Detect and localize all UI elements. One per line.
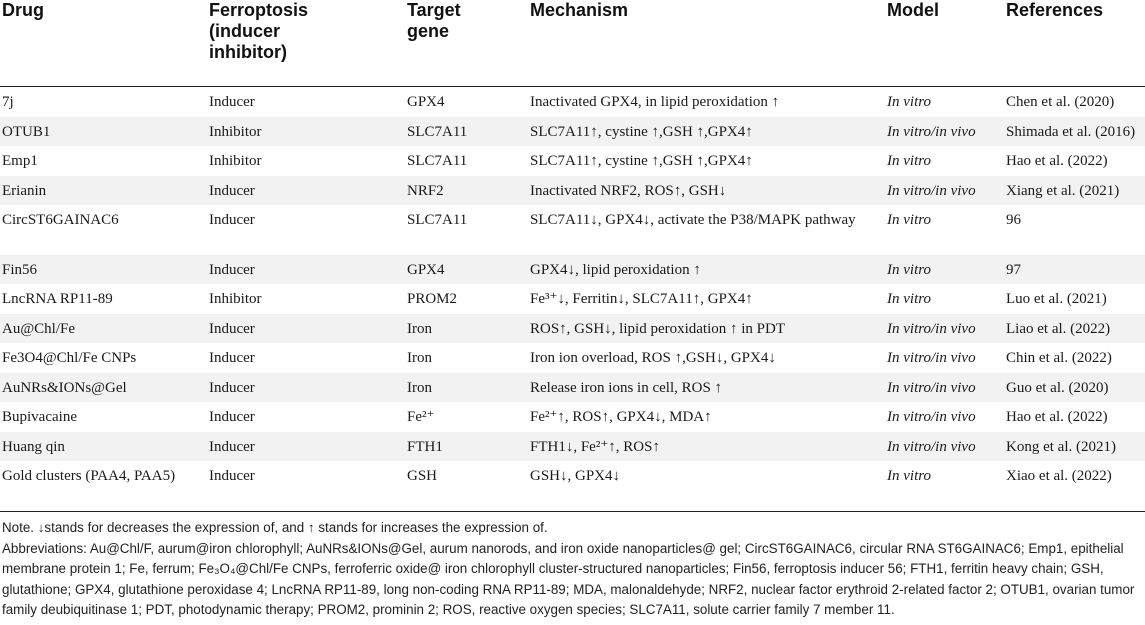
- table-row: [0, 343, 1145, 373]
- header-ferroptosis: Ferroptosis (inducer inhibitor): [209, 0, 309, 62]
- cell-mechanism: Fe³⁺↓, Ferritin↓, SLC7A11↑, GPX4↑: [530, 291, 753, 307]
- cell-ferroptosis: Inducer: [209, 261, 255, 278]
- cell-reference: Xiang et al. (2021): [1006, 182, 1120, 199]
- cell-reference: Shimada et al. (2016): [1006, 123, 1136, 140]
- table-row: [0, 205, 1145, 255]
- table-row: [0, 117, 1145, 147]
- cell-model: In vitro/in vivo: [887, 379, 976, 396]
- table-row: [0, 255, 1145, 285]
- table-row: [0, 402, 1145, 432]
- cell-reference: Hao et al. (2022): [1006, 153, 1108, 169]
- cell-model: In vitro: [887, 468, 932, 484]
- cell-drug: Fe3O4@Chl/Fe CNPs: [2, 350, 137, 366]
- cell-drug: Huang qin: [2, 438, 65, 455]
- cell-model: In vitro: [887, 212, 932, 228]
- cell-ferroptosis: Inducer: [209, 468, 255, 484]
- cell-mechanism: SLC7A11↑, cystine ↑,GSH ↑,GPX4↑: [530, 123, 753, 140]
- table-rule-bottom: [0, 511, 1145, 512]
- cell-model: In vitro: [887, 94, 932, 110]
- cell-reference: 96: [1006, 212, 1021, 228]
- cell-reference: Luo et al. (2021): [1006, 291, 1107, 307]
- cell-mechanism: SLC7A11↑, cystine ↑,GSH ↑,GPX4↑: [530, 153, 753, 169]
- cell-target-gene: Fe²⁺: [407, 409, 435, 425]
- cell-ferroptosis: Inhibitor: [209, 153, 262, 169]
- cell-mechanism: SLC7A11↓, GPX4↓, activate the P38/MAPK pathway: [530, 212, 856, 228]
- table-row: [0, 176, 1145, 206]
- cell-model: In vitro/in vivo: [887, 123, 976, 140]
- cell-drug: Erianin: [2, 182, 47, 199]
- cell-target-gene: SLC7A11: [407, 153, 468, 169]
- cell-drug: Au@Chl/Fe: [2, 320, 75, 337]
- table-note: Note. ↓stands for decreases the expression of, and ↑ stands for increases the expression of.: [2, 520, 548, 535]
- table-row: [0, 314, 1145, 344]
- cell-model: In vitro/in vivo: [887, 409, 976, 425]
- cell-mechanism: ROS↑, GSH↓, lipid peroxidation ↑ in PDT: [530, 320, 786, 337]
- cell-mechanism: Inactivated NRF2, ROS↑, GSH↓: [530, 182, 727, 199]
- table-row: [0, 87, 1145, 117]
- cell-drug: Emp1: [2, 153, 38, 169]
- header-mechanism: Mechanism: [530, 0, 629, 20]
- cell-reference: Guo et al. (2020): [1006, 379, 1109, 396]
- table-header: [0, 0, 1145, 86]
- cell-target-gene: SLC7A11: [407, 123, 468, 140]
- cell-ferroptosis: Inducer: [209, 94, 255, 110]
- cell-drug: 7j: [2, 94, 14, 110]
- cell-model: In vitro/in vivo: [887, 438, 976, 455]
- cell-ferroptosis: Inhibitor: [209, 291, 262, 307]
- cell-reference: Chen et al. (2020): [1006, 94, 1115, 110]
- cell-ferroptosis: Inhibitor: [209, 123, 262, 140]
- cell-drug: LncRNA RP11-89: [2, 291, 113, 307]
- cell-model: In vitro: [887, 153, 932, 169]
- cell-mechanism: FTH1↓, Fe²⁺↑, ROS↑: [530, 438, 660, 455]
- header-references: References: [1006, 0, 1104, 20]
- cell-drug: AuNRs&IONs@Gel: [2, 379, 127, 396]
- table-notes: [2, 518, 1142, 621]
- cell-drug: Gold clusters (PAA4, PAA5): [2, 468, 176, 484]
- cell-target-gene: Iron: [407, 350, 432, 366]
- cell-ferroptosis: Inducer: [209, 409, 255, 425]
- cell-reference: Liao et al. (2022): [1006, 320, 1111, 337]
- table-abbreviations: Abbreviations: Au@Chl/F, aurum@iron chlorophyll; AuNRs&IONs@Gel, aurum nanorods, and iron oxide nanoparticles@ gel; CircST6GAINAC6, circular RNA ST6GAINAC6; Emp1, epithelial membrane protein 1; Fe, ferrum; Fe₃O₄@Chl/Fe CNPs, ferroferric oxide@ iron chlorophyll cluster-structured nanoparticles; Fin56, ferroptosis inducer 56; FTH1, ferritin heavy chain; GSH, glutathione; GPX4, glutathione peroxidase 4; LncRNA RP11-89, long non-coding RNA RP11-89; MDA, malonaldehyde; NRF2, nuclear factor erythroid 2-related factor 2; OTUB1, ovarian tumor family deubiquitinase 1; PDT, photodynamic therapy; PROM2, prominin 2; ROS, reactive oxygen species; SLC7A11, solute carrier family 7 member 11.: [2, 540, 1135, 617]
- cell-target-gene: GPX4: [407, 261, 445, 278]
- cell-reference: Chin et al. (2022): [1006, 350, 1112, 366]
- cell-target-gene: Iron: [407, 379, 432, 396]
- cell-mechanism: Release iron ions in cell, ROS ↑: [530, 379, 723, 396]
- cell-drug: Fin56: [2, 261, 38, 278]
- table-row: [0, 146, 1145, 176]
- cell-model: In vitro: [887, 291, 932, 307]
- table-row: [0, 373, 1145, 403]
- cell-ferroptosis: Inducer: [209, 320, 255, 337]
- cell-ferroptosis: Inducer: [209, 350, 255, 366]
- cell-drug: Bupivacaine: [2, 409, 77, 425]
- cell-mechanism: Inactivated GPX4, in lipid peroxidation ↑: [530, 94, 780, 110]
- table-row: [0, 432, 1145, 462]
- cell-mechanism: GSH↓, GPX4↓: [530, 468, 621, 484]
- cell-ferroptosis: Inducer: [209, 212, 255, 228]
- cell-target-gene: SLC7A11: [407, 212, 468, 228]
- cell-mechanism: Fe²⁺↑, ROS↑, GPX4↓, MDA↑: [530, 409, 712, 425]
- table-row: [0, 461, 1145, 491]
- cell-reference: Xiao et al. (2022): [1006, 468, 1112, 484]
- cell-ferroptosis: Inducer: [209, 182, 255, 199]
- cell-target-gene: Iron: [407, 320, 432, 337]
- cell-target-gene: PROM2: [407, 291, 458, 307]
- cell-target-gene: GPX4: [407, 94, 445, 110]
- header-target-gene: Target gene: [407, 0, 461, 41]
- cell-drug: CircST6GAINAC6: [2, 212, 119, 228]
- cell-model: In vitro: [887, 261, 932, 278]
- header-model: Model: [887, 0, 939, 20]
- cell-reference: Kong et al. (2021): [1006, 438, 1116, 455]
- cell-reference: Hao et al. (2022): [1006, 409, 1108, 425]
- cell-reference: 97: [1006, 261, 1021, 278]
- table-row: [0, 284, 1145, 314]
- cell-model: In vitro/in vivo: [887, 182, 976, 199]
- header-drug: Drug: [2, 0, 44, 20]
- cell-mechanism: Iron ion overload, ROS ↑,GSH↓, GPX4↓: [530, 350, 776, 366]
- cell-ferroptosis: Inducer: [209, 438, 255, 455]
- cell-model: In vitro/in vivo: [887, 350, 976, 366]
- cell-drug: OTUB1: [2, 123, 51, 140]
- cell-mechanism: GPX4↓, lipid peroxidation ↑: [530, 261, 701, 278]
- cell-model: In vitro/in vivo: [887, 320, 976, 337]
- cell-target-gene: GSH: [407, 468, 438, 484]
- cell-target-gene: NRF2: [407, 182, 444, 199]
- cell-target-gene: FTH1: [407, 438, 443, 455]
- cell-ferroptosis: Inducer: [209, 379, 255, 396]
